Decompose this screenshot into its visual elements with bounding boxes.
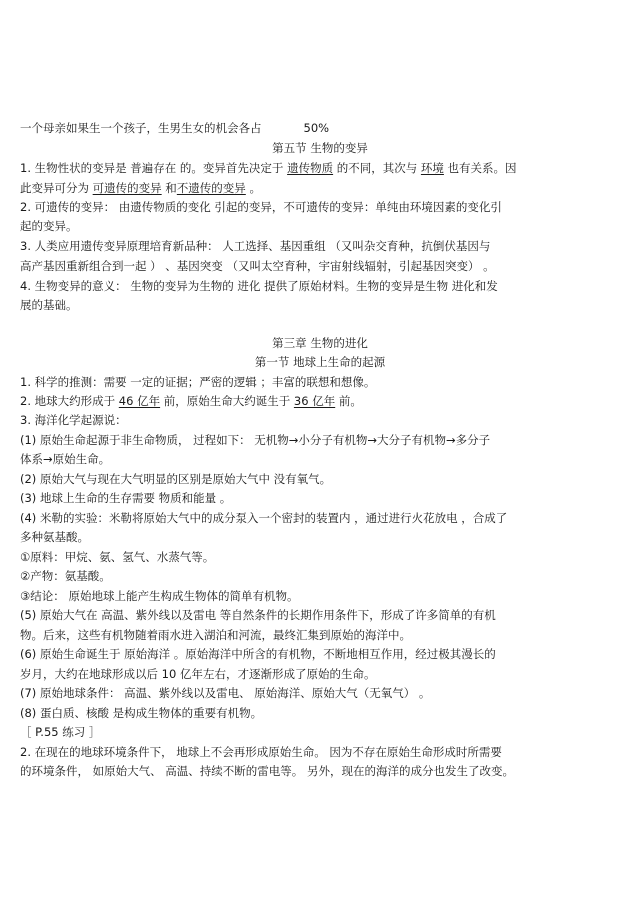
c3-l2-a: 2. 地球大约形成于 — [20, 394, 119, 408]
s5-p1-e: 也有关系。因 — [443, 161, 517, 175]
c3-l2-b: 46 亿年 — [118, 394, 161, 408]
s5-p1-b: 遗传物质 — [287, 161, 334, 175]
s5-p2-line2: 起的变异。 — [20, 219, 78, 233]
s5-p1b-d: 不遗传的变异 — [176, 181, 246, 195]
c3-l8: ①原料：甲烷、氨、氢气、水蒸气等。 — [20, 550, 215, 564]
c3-l6: (3) 地球上生命的生存需要 物质和能量 。 — [20, 491, 232, 505]
s5-p1b-b: 可遗传的变异 — [92, 181, 162, 195]
c3-l16-line2: 的环境条件， 如原始大气、 高温、持续不断的雷电等。 另外，现在的海洋的成分也发生了改变。 — [20, 764, 514, 778]
c3-l15: ［ P.55 练习 ］ — [20, 725, 101, 739]
c3-l2-c: 前，原始生命大约诞生于 — [160, 394, 294, 408]
c3-l1: 1. 科学的推测：需要 一定的证据；严密的逻辑 ；丰富的联想和想像。 — [20, 375, 376, 389]
c3-l2-d: 36 亿年 — [293, 394, 336, 408]
s5-p1b-c: 和 — [161, 181, 177, 195]
s5-p1-a: 1. 生物性状的变异是 普遍存在 的。变异首先决定于 — [20, 161, 288, 175]
c3-l2 — [20, 393, 620, 409]
s5-p1-d: 环境 — [420, 161, 444, 175]
c3-l7-line1: (4) 米勒的实验：米勒将原始大气中的成分泵入一个密封的装置内 ，通过进行火花放电 ，合成了 — [20, 511, 508, 525]
c3-l10: ③结论： 原始地球上能产生构成生物体的简单有机物。 — [20, 589, 299, 603]
s5-p1-line2 — [20, 180, 620, 196]
c3-l5: (2) 原始大气与现在大气明显的区别是原始大气中 没有氧气。 — [20, 472, 332, 486]
c3-l16-line1: 2. 在现在的地球环境条件下， 地球上不会再形成原始生命。 因为不存在原始生命形成时所需要 — [20, 745, 502, 759]
c3-l12-line1: (6) 原始生命诞生于 原始海洋 。原始海洋中所含的有机物，不断地相互作用，经过极其漫长的 — [20, 647, 496, 661]
s5-p3-line1: 3. 人类应用遗传变异原理培育新品种： 人工选择、基因重组 （又叫杂交育种，抗倒伏基因与 — [20, 239, 491, 253]
s5-p1b-a: 此变异可分为 — [20, 181, 93, 195]
c3-l2-e: 前。 — [335, 394, 362, 408]
s5-p2-line1: 2. 可遗传的变异： 由遗传物质的变化 引起的变异，不可遗传的变异：单纯由环境因素的变化引 — [20, 200, 502, 214]
c3-l11-line1: (5) 原始大气在 高温、紫外线以及雷电 等自然条件的长期作用条件下，形成了许多简单的有机 — [20, 608, 496, 622]
c3-l7-line2: 多种氨基酸。 — [20, 530, 89, 544]
s5-p1-c: 的不同，其次与 — [333, 161, 421, 175]
c3-l11-line2: 物。后来，这些有机物随着雨水进入湖泊和河流，最终汇集到原始的海洋中。 — [20, 628, 411, 642]
section5-title: 第五节 生物的变异 — [272, 141, 368, 155]
s5-p1-line1 — [20, 160, 620, 176]
s5-p4-line2: 展的基础。 — [20, 298, 78, 312]
s5-p4-line1: 4. 生物变异的意义： 生物的变异为生物的 进化 提供了原始材料。生物的变异是生物 进化和发 — [20, 279, 498, 293]
intro-text: 一个母亲如果生一个孩子，生男生女的机会各占 — [20, 121, 262, 135]
c3-l4-line1: (1) 原始生命起源于非生命物质， 过程如下： 无机物→小分子有机物→大分子有机物→多分子 — [20, 433, 491, 447]
intro-line — [20, 120, 620, 136]
s5-p1b-e: 。 — [245, 181, 261, 195]
section1-title: 第一节 地球上生命的起源 — [254, 355, 386, 369]
s5-p3-line2: 高产基因重新组合到一起 ） 、基因突变 （又叫太空育种，宇宙射线辐射，引起基因突变） 。 — [20, 259, 495, 273]
c3-l3: 3. 海洋化学起源说： — [20, 413, 127, 427]
intro-value: 50% — [303, 121, 330, 135]
c3-l9: ②产物：氨基酸。 — [20, 569, 111, 583]
chapter3-title: 第三章 生物的进化 — [272, 336, 368, 350]
c3-l13: (7) 原始地球条件： 高温、紫外线以及雷电、 原始海洋、原始大气（无氧气） 。 — [20, 686, 431, 700]
c3-l14: (8) 蛋白质、核酸 是构成生物体的重要有机物。 — [20, 706, 263, 720]
c3-l4-line2: 体系→原始生命。 — [20, 452, 111, 466]
c3-l12-line2: 岁月，大约在地球形成以后 10 亿年左右，才逐渐形成了原始的生命。 — [20, 667, 376, 681]
